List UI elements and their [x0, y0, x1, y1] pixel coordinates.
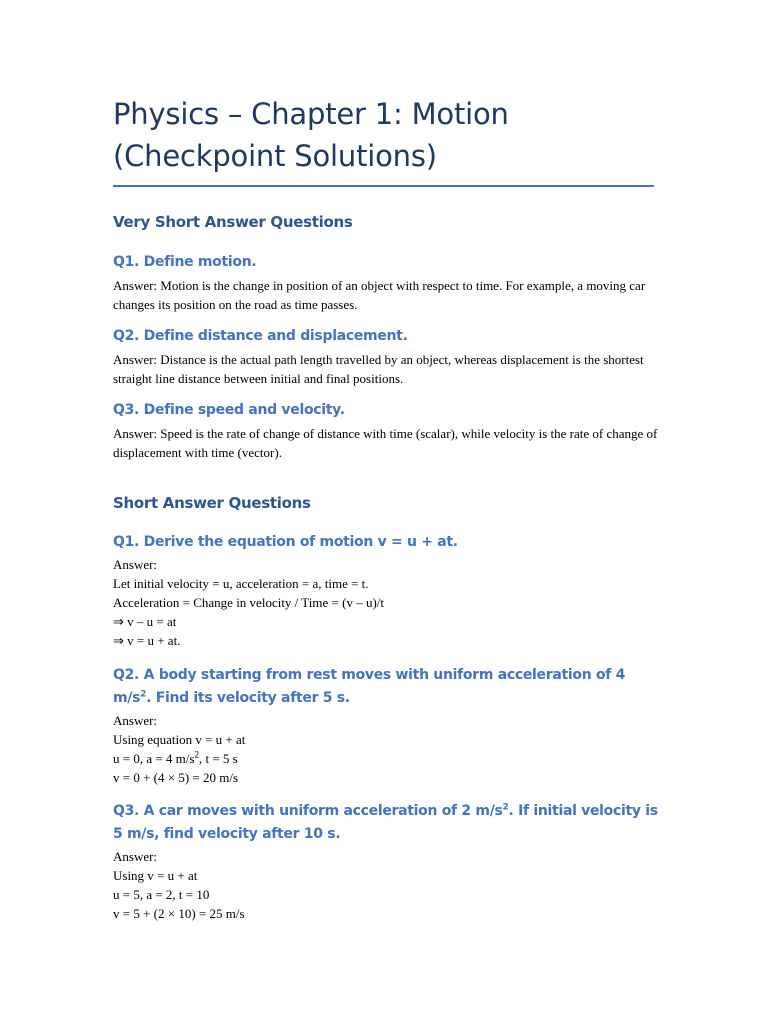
- question-title: Q2. Define distance and displacement.: [113, 328, 408, 344]
- question-title: Q1. Derive the equation of motion v = u + at.: [113, 534, 458, 550]
- answer-line: Using v = u + at: [113, 868, 198, 883]
- s-question-1: [113, 531, 658, 650]
- vs-question-2: [113, 325, 658, 388]
- answer-text: , t = 5 s: [198, 751, 238, 766]
- answer-line: v = 5 + (2 × 10) = 25 m/s: [113, 906, 245, 921]
- answer-line: ⇒ v – u = at: [113, 614, 177, 629]
- document-header: [113, 93, 658, 187]
- question-title: Q3. Define speed and velocity.: [113, 402, 345, 418]
- superscript: 2: [194, 749, 199, 760]
- answer-line: Using equation v = u + at: [113, 732, 246, 747]
- superscript: 2: [140, 689, 147, 700]
- superscript: 2: [502, 802, 509, 813]
- answer-text: u = 0, a = 4 m/s: [113, 751, 195, 766]
- question-title: Q1. Define motion.: [113, 254, 257, 270]
- answer-line: Answer:: [113, 557, 158, 572]
- answer-line: u = 5, a = 2, t = 10: [113, 887, 210, 902]
- question-text: Q2. A body starting from rest moves with uniform acceleration of 4 m/s: [113, 667, 626, 706]
- question-title: [113, 800, 658, 846]
- vs-question-3: [113, 399, 658, 462]
- answer-line: Answer:: [113, 713, 158, 728]
- answer-line: ⇒ v = u + at.: [113, 633, 181, 648]
- s-question-3: [113, 800, 658, 923]
- section-title: Short Answer Questions: [113, 494, 311, 512]
- answer-block: [113, 555, 658, 650]
- section-heading-very-short: [113, 213, 658, 231]
- section-title: Very Short Answer Questions: [113, 213, 353, 231]
- answer-line: v = 0 + (4 × 5) = 20 m/s: [113, 770, 239, 785]
- title-line-2: (Checkpoint Solutions): [113, 139, 437, 173]
- answer-text: Answer: Motion is the change in position of an object with respect to time. For example, a moving car changes its position on the road as time passes.: [113, 278, 646, 312]
- answer-line: Acceleration = Change in velocity / Time = (v – u)/t: [113, 595, 385, 610]
- document-title: [113, 93, 658, 177]
- title-line-1: Physics – Chapter 1: Motion: [113, 97, 509, 131]
- vs-question-1: [113, 251, 658, 314]
- s-question-2: [113, 664, 658, 787]
- answer-line: Let initial velocity = u, acceleration = a, time = t.: [113, 576, 369, 591]
- answer-block: [113, 711, 658, 787]
- answer-text: Answer: Speed is the rate of change of distance with time (scalar), while velocity is the rate of change of displacement with time (vector).: [113, 426, 658, 460]
- section-heading-short: [113, 494, 658, 512]
- question-text: . Find its velocity after 5 s.: [146, 690, 350, 706]
- answer-line: Answer:: [113, 849, 158, 864]
- question-title: [113, 664, 658, 710]
- answer-block: [113, 847, 658, 923]
- question-text: Q3. A car moves with uniform acceleration of 2 m/s: [113, 803, 503, 819]
- answer-text: Answer: Distance is the actual path length travelled by an object, whereas displacement is the shortest straight line distance between initial and final positions.: [113, 352, 644, 386]
- question-text: . If initial velocity is 5 m/s, find velocity after 10 s.: [113, 803, 658, 842]
- title-underline: [113, 185, 654, 187]
- answer-line: [113, 749, 658, 768]
